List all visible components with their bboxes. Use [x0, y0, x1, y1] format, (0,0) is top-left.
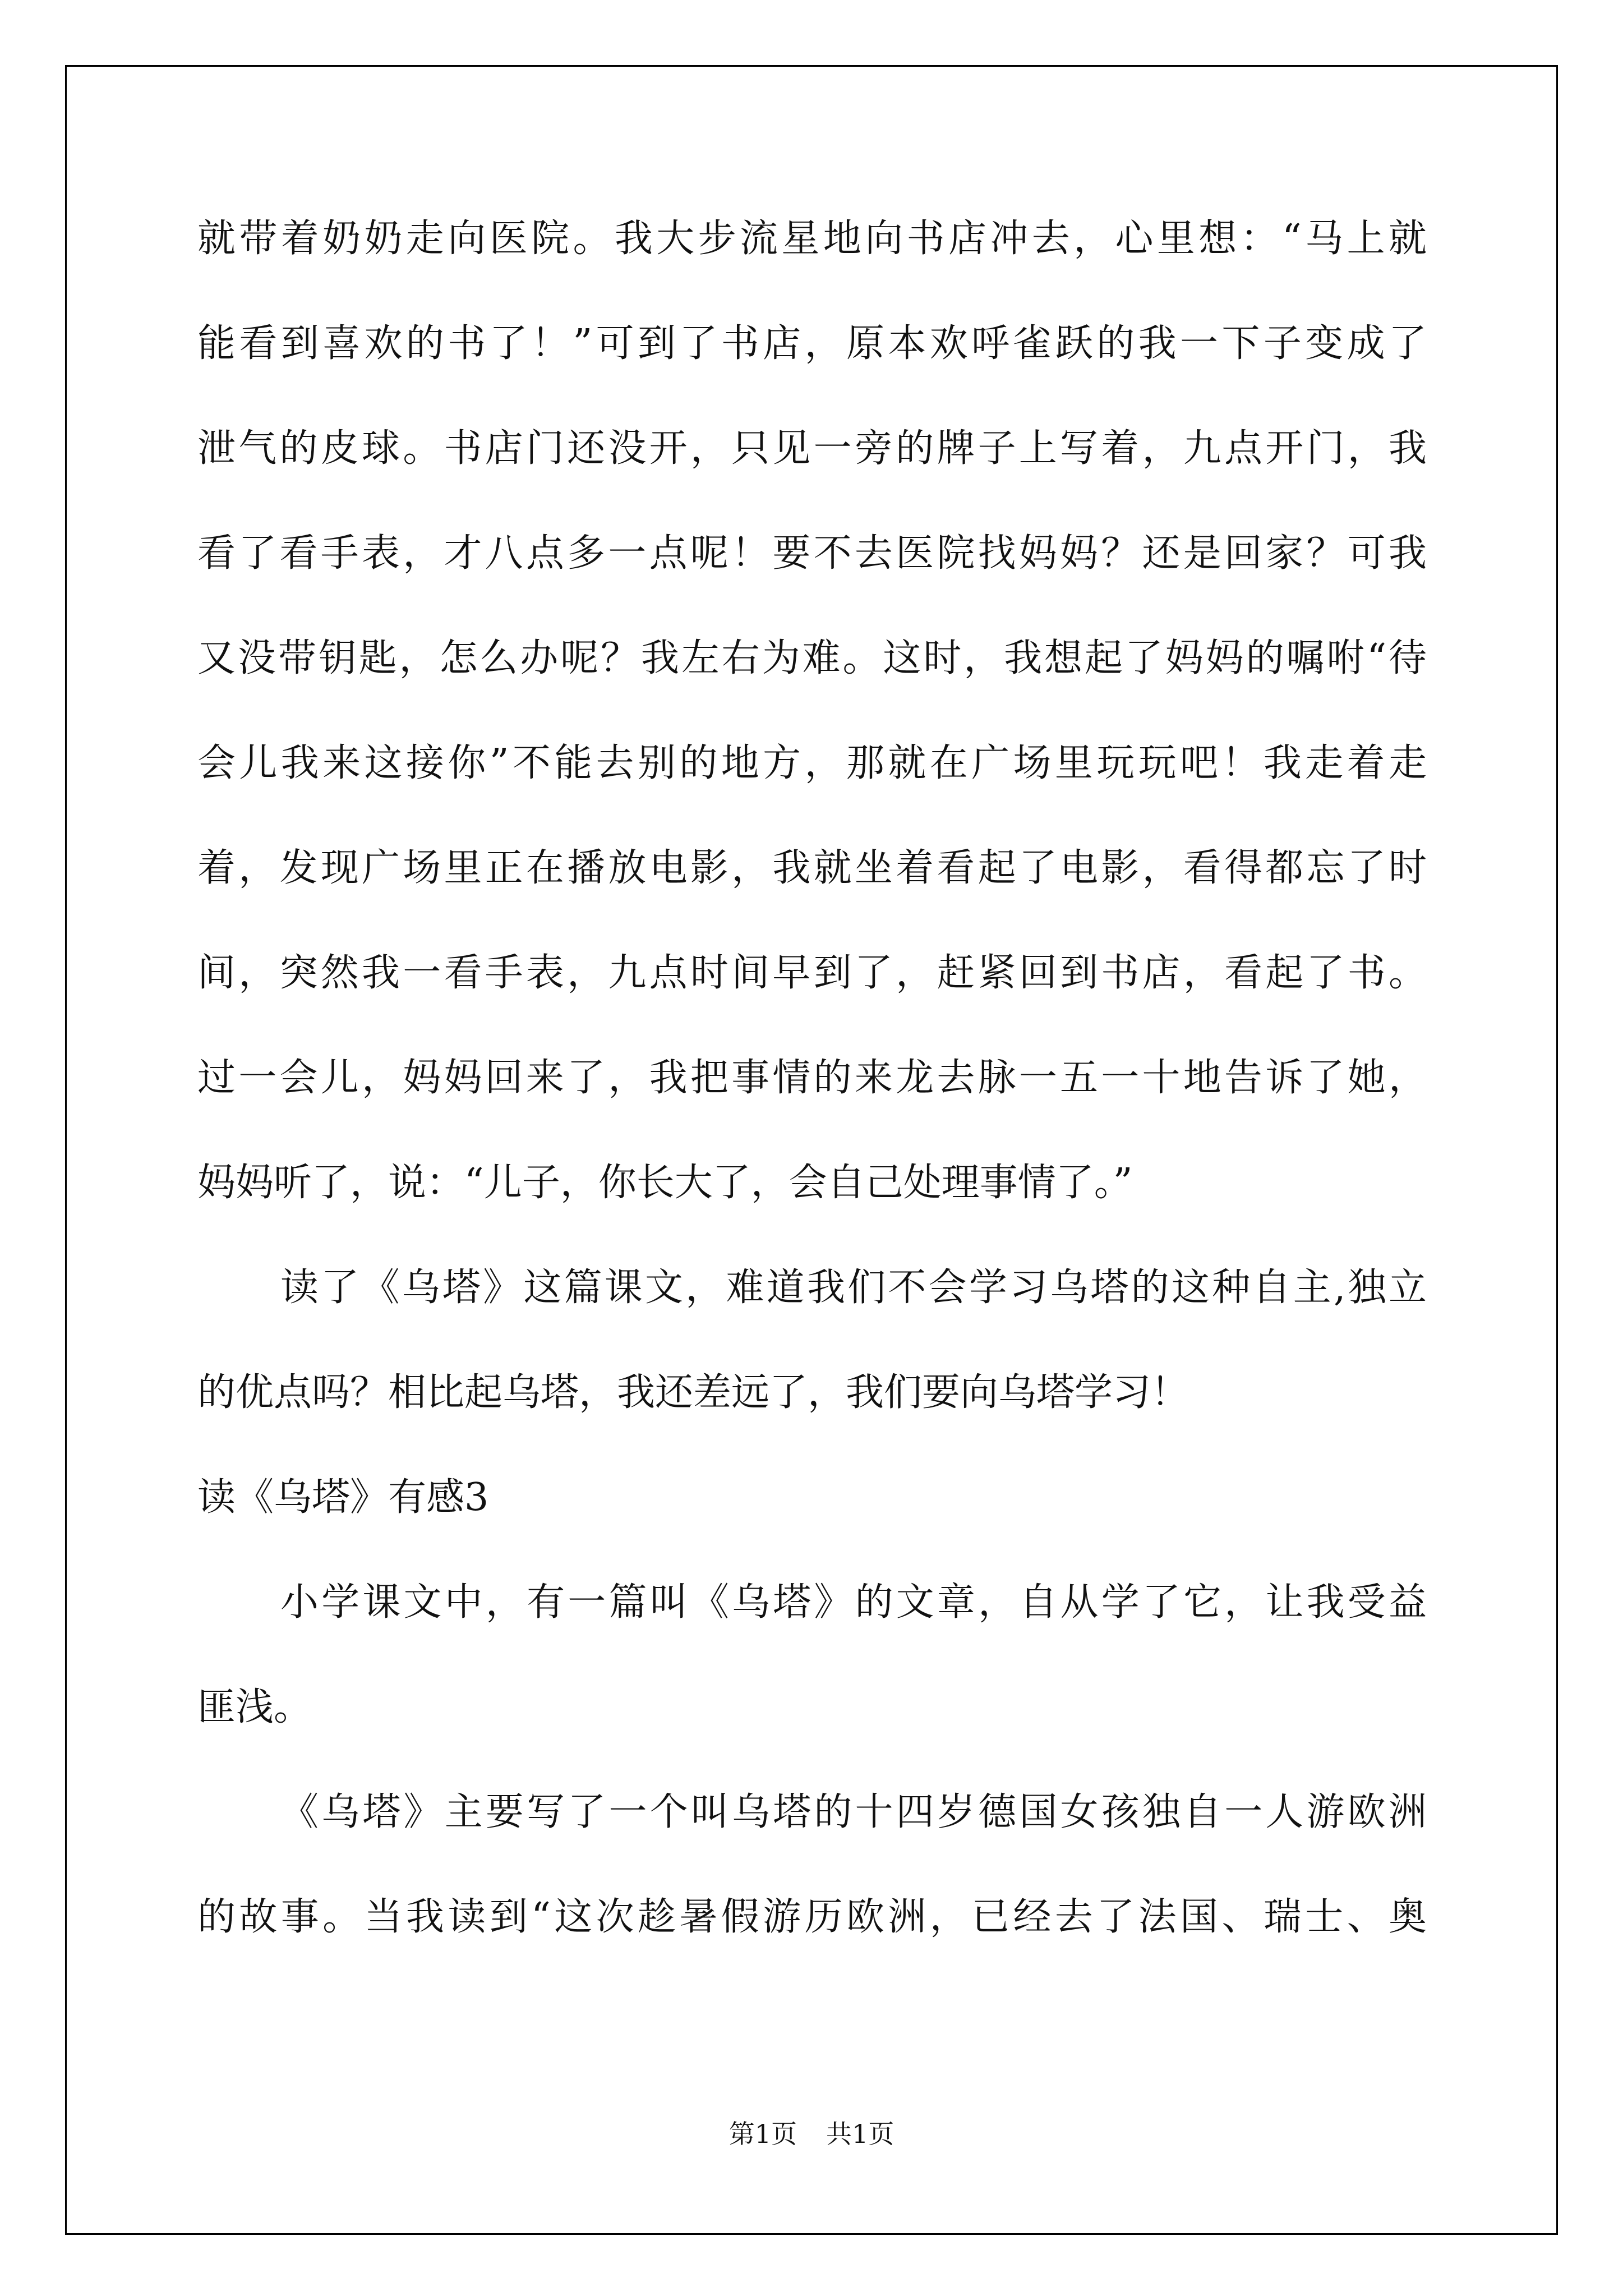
- text-line-14: 小学课文中，有一篇叫《乌塔》的文章，自从学了它，让我受益: [280, 1580, 1427, 1625]
- text-line-2: 能看到喜欢的书了！”可到了书店，原本欢呼雀跃的我一下子变成了: [197, 321, 1427, 366]
- text-line-15: 匪浅。: [197, 1685, 312, 1729]
- text-line-12: 的优点吗？相比起乌塔，我还差远了，我们要向乌塔学习！: [197, 1370, 1189, 1415]
- text-line-9: 过一会儿，妈妈回来了，我把事情的来龙去脉一五一十地告诉了她，: [197, 1056, 1427, 1100]
- text-line-16: 《乌塔》主要写了一个叫乌塔的十四岁德国女孩独自一人游欧洲: [280, 1790, 1427, 1834]
- text-line-1: 就带着奶奶走向医院。我大步流星地向书店冲去，心里想：“马上就: [197, 217, 1427, 261]
- text-line-8: 间，突然我一看手表，九点时间早到了，赶紧回到书店，看起了书。: [197, 951, 1427, 995]
- text-line-6: 会儿我来这接你”不能去别的地方，那就在广场里玩玩吧！我走着走: [197, 741, 1427, 785]
- text-line-11: 读了《乌塔》这篇课文，难道我们不会学习乌塔的这种自主,独立: [280, 1266, 1427, 1310]
- text-line-5: 又没带钥匙，怎么办呢？我左右为难。这时，我想起了妈妈的嘱咐“待: [197, 636, 1427, 680]
- page-number-current: 第1页: [728, 2119, 797, 2149]
- text-line-4: 看了看手表，才八点多一点呢！要不去医院找妈妈？还是回家？可我: [197, 531, 1427, 576]
- text-line-3: 泄气的皮球。书店门还没开，只见一旁的牌子上写着，九点开门，我: [197, 426, 1427, 471]
- text-line-17: 的故事。当我读到“这次趁暑假游历欧洲，已经去了法国、瑞士、奥: [197, 1895, 1427, 1939]
- text-line-7: 着，发现广场里正在播放电影，我就坐着看起了电影，看得都忘了时: [197, 846, 1427, 890]
- page-footer: [0, 2114, 1623, 2151]
- document-body: [197, 217, 1427, 2003]
- page-number-total: 共1页: [826, 2119, 895, 2149]
- text-line-10: 妈妈听了，说：“儿子，你长大了，会自己处理事情了。”: [197, 1161, 1133, 1205]
- section-heading: 读《乌塔》有感3: [197, 1475, 489, 1520]
